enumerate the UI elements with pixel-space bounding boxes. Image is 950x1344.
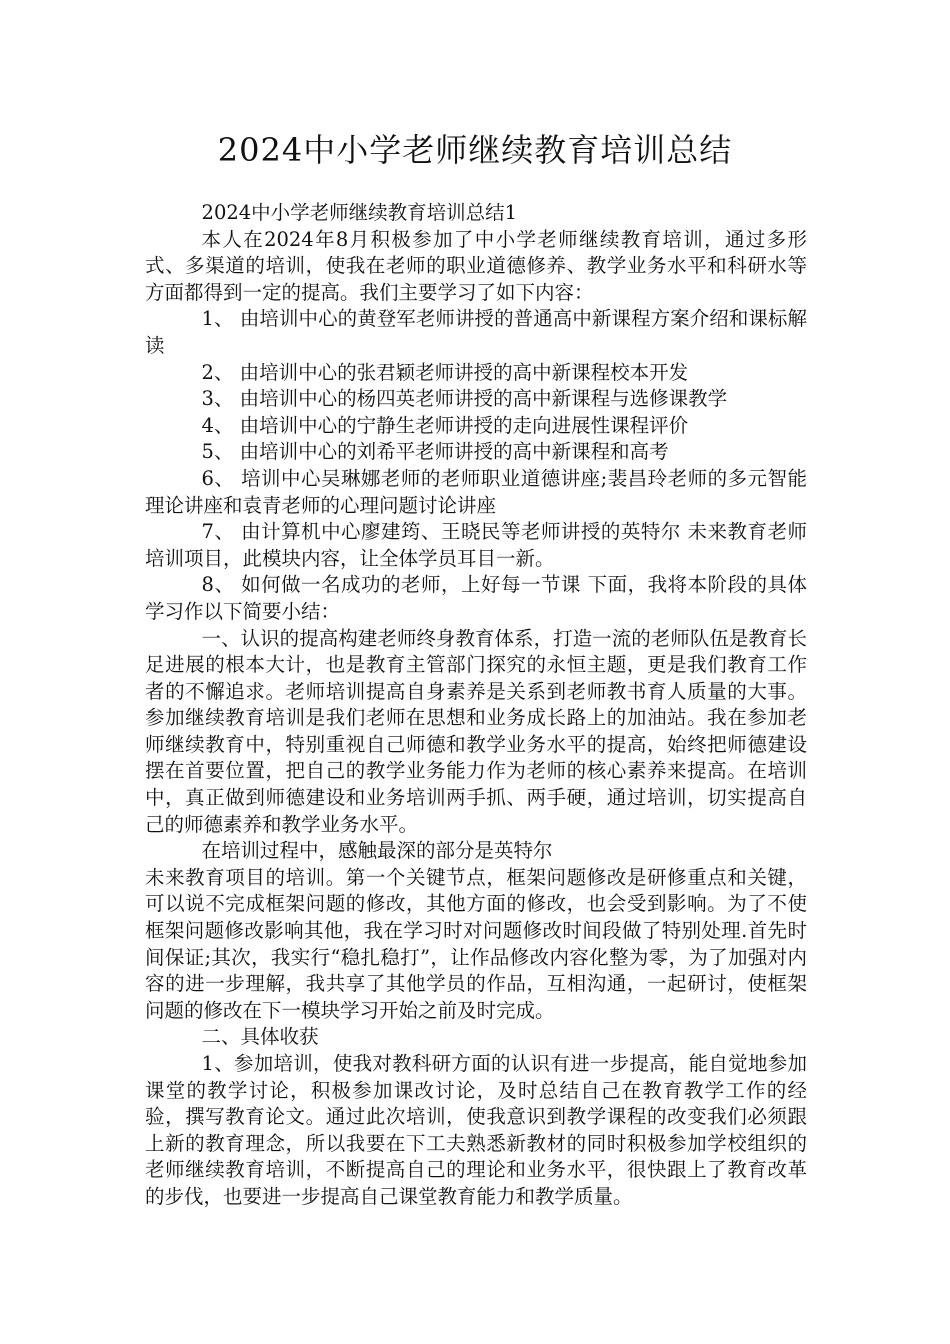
body-paragraph: 1、参加培训，使我对教科研方面的认识有进一步提高，能自觉地参加课堂的教学讨论，积极参加课改讨论，及时总结自己在教育教学工作的经验，撰写教育论文。通过此次培训，使我意识到教学课程的改变我们必须跟上新的教育理念，所以我要在下工夫熟悉新教材的同时积极参加学校组织的老师继续教育培训，不断提高自己的理论和业务水平，很快跟上了教育改革的步伐，也要进一步提高自己课堂教育能力和教学质量。 [145,1052,807,1208]
body-paragraph: 一、认识的提高构建老师终身教育体系，打造一流的老师队伍是教育长足进展的根本大计，也是教育主管部门探究的永恒主题，更是我们教育工作者的不懈追求。老师培训提高自身素养是关系到老师教书育人质量的大事。参加继续教育培训是我们老师在思想和业务成长路上的加油站。我在参加老师继续教育中，特别重视自己师德和教学业务水平的提高，始终把师德建设摆在首要位置，把自己的教学业务能力作为老师的核心素养来提高。在培训中，真正做到师德建设和业务培训两手抓、两手硬，通过培训，切实提高自己的师德素养和教学业务水平。 [145,626,807,836]
list-item: 7、 由计算机中心廖建筠、王晓民等老师讲授的英特尔 未来教育老师培训项目，此模块内容，让全体学员耳目一新。 [145,520,807,570]
body-paragraph: 在培训过程中，感触最深的部分是英特尔 [201,839,553,863]
list-item: 4、 由培训中心的宁静生老师讲授的走向进展性课程评价 [201,413,689,437]
list-item: 3、 由培训中心的杨四英老师讲授的高中新课程与选修课教学 [201,387,728,411]
list-item: 1、 由培训中心的黄登军老师讲授的普通高中新课程方案介绍和课标解读 [145,307,807,357]
list-item: 8、 如何做一名成功的老师，上好每一节课 下面，我将本阶段的具体学习作以下简要小结： [145,573,807,623]
intro-paragraph: 本人在2024年8月积极参加了中小学老师继续教育培训，通过多形式、多渠道的培训，使我在老师的职业道德修养、教学业务水平和科研水等方面都得到一定的提高。我们主要学习了如下内容： [145,227,807,304]
section-heading: 2024中小学老师继续教育培训总结1 [201,201,518,224]
document-title: 2024中小学老师继续教育培训总结 [217,131,733,169]
list-item: 5、 由培训中心的刘希平老师讲授的高中新课程和高考 [201,440,669,464]
subsection-heading: 二、具体收获 [201,1025,319,1049]
list-item: 6、 培训中心吴琳娜老师的老师职业道德讲座;裴昌玲老师的多元智能理论讲座和袁青老师的心理问题讨论讲座 [145,466,807,517]
list-item: 2、 由培训中心的张君颖老师讲授的高中新课程校本开发 [201,360,689,384]
document-body [145,200,807,1211]
body-paragraph: 未来教育项目的培训。第一个关键节点，框架问题修改是研修重点和关键，可以说不完成框架问题的修改，其他方面的修改，也会受到影响。为了不使框架问题修改影响其他，我在学习时对问题修改时间段做了特别处理.首先时间保证;其次，我实行“稳扎稳打”，让作品修改内容化整为零，为了加强对内容的进一步理解，我共享了其他学员的作品，互相沟通，一起研讨，使框架问题的修改在下一模块学习开始之前及时完成。 [145,865,807,1022]
